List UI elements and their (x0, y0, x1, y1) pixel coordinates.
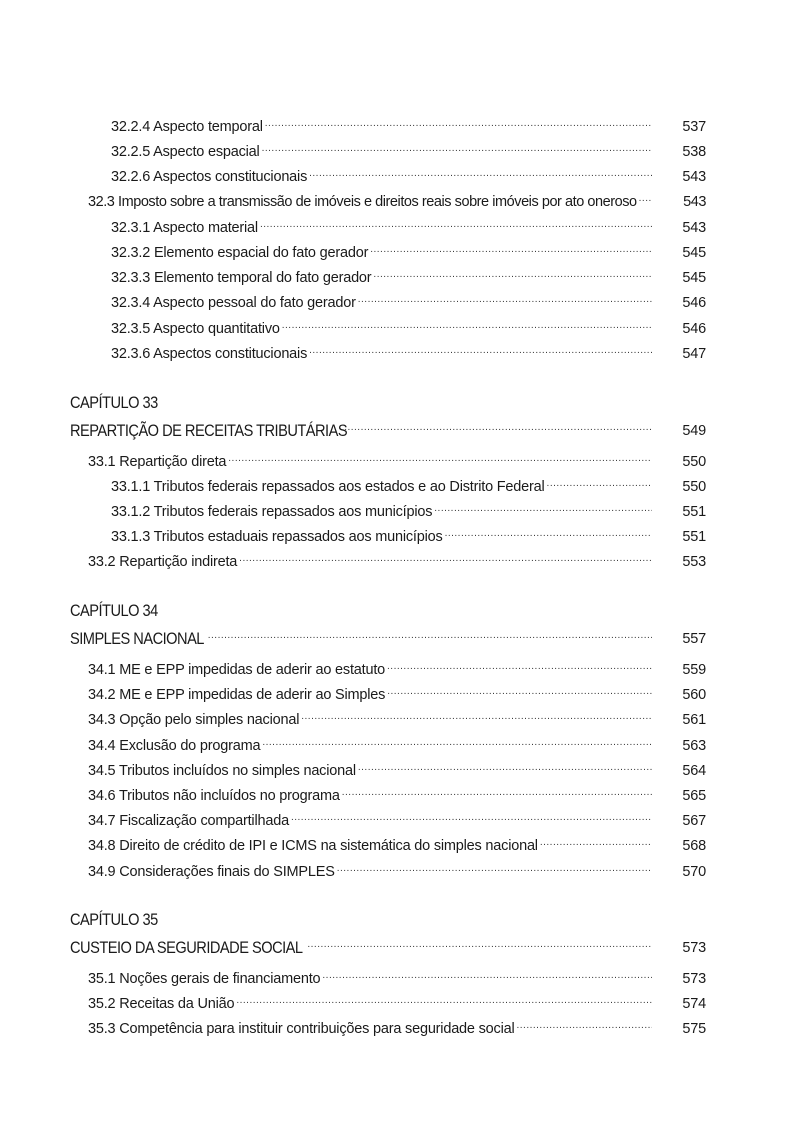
toc-entry-page: 560 (682, 687, 706, 703)
dot-leader (639, 190, 652, 208)
dot-leader (387, 683, 652, 701)
toc-entry-text: 32.3 Imposto sobre a transmissão de imóveis e direitos reais sobre imóveis por ato oneroso (88, 194, 637, 210)
toc-entry[interactable] (111, 474, 706, 496)
dot-leader (322, 967, 652, 985)
dot-leader (307, 936, 652, 954)
chapter-page: 549 (682, 423, 706, 439)
toc-entry-page: 545 (682, 270, 706, 286)
dot-leader (309, 165, 652, 183)
toc-entry[interactable] (88, 783, 706, 805)
toc-entry-text: 32.2.6 Aspectos constitucionais (111, 169, 308, 185)
toc-entry-page: 568 (682, 838, 706, 854)
dot-leader (262, 140, 652, 158)
toc-entry-page: 570 (682, 864, 706, 880)
toc-entry-text: 35.3 Competência para instituir contribuições para seguridade social (88, 1021, 515, 1037)
toc-entry-page: 547 (682, 346, 706, 362)
toc-entry[interactable] (111, 499, 706, 521)
dot-leader (301, 708, 652, 726)
chapter-label: CAPÍTULO 35 (70, 910, 158, 929)
toc-entry-text: 34.3 Opção pelo simples nacional (88, 712, 300, 728)
toc-entry-text: 32.2.5 Aspecto espacial (111, 144, 260, 160)
toc-entry-page: 575 (682, 1021, 706, 1037)
toc-entry-text: 34.6 Tributos não incluídos no programa (88, 788, 340, 804)
toc-entry-text: 32.2.4 Aspecto temporal (111, 119, 263, 135)
toc-entry-page: 573 (682, 971, 706, 987)
toc-entry-page: 561 (682, 712, 706, 728)
chapter-label: CAPÍTULO 34 (70, 601, 158, 620)
toc-entry-page: 546 (682, 295, 706, 311)
dot-leader (262, 734, 652, 752)
toc-entry[interactable] (88, 549, 706, 571)
toc-entry[interactable] (111, 341, 706, 363)
toc-entry-text: 32.3.3 Elemento temporal do fato gerador (111, 270, 372, 286)
toc-entry[interactable] (111, 114, 706, 136)
dot-leader (344, 419, 652, 437)
dot-leader (337, 860, 652, 878)
toc-entry[interactable] (88, 833, 706, 855)
toc-entry-page: 553 (682, 554, 706, 570)
dot-leader (282, 317, 652, 335)
toc-entry[interactable] (111, 139, 706, 161)
toc-entry-page: 559 (682, 662, 706, 678)
toc-entry[interactable] (111, 215, 706, 237)
toc-entry-text: 34.8 Direito de crédito de IPI e ICMS na sistemática do simples nacional (88, 838, 538, 854)
dot-leader (228, 450, 652, 468)
chapter-title: SIMPLES NACIONAL (70, 629, 204, 648)
dot-leader (373, 266, 652, 284)
dot-leader (358, 291, 652, 309)
toc-entry-text: 32.3.6 Aspectos constitucionais (111, 346, 308, 362)
toc-entry[interactable] (88, 189, 706, 211)
toc-entry[interactable] (111, 524, 706, 546)
toc-entry[interactable] (88, 449, 706, 471)
dot-leader (239, 550, 652, 568)
dot-leader (547, 475, 652, 493)
toc-entry-text: 32.3.4 Aspecto pessoal do fato gerador (111, 295, 356, 311)
toc-entry[interactable] (111, 240, 706, 262)
dot-leader (434, 500, 652, 518)
toc-entry[interactable] (88, 707, 706, 729)
toc-entry[interactable] (88, 966, 706, 988)
dot-leader (309, 342, 652, 360)
toc-entry[interactable] (88, 859, 706, 881)
dot-leader (291, 809, 652, 827)
toc-entry[interactable] (88, 1016, 706, 1038)
dot-leader (265, 115, 652, 133)
toc-entry-page: 545 (682, 245, 706, 261)
chapter-title-entry[interactable] (70, 418, 706, 440)
dot-leader (342, 784, 652, 802)
toc-entry-text: 33.1 Repartição direta (88, 454, 227, 470)
toc-entry-text: 34.1 ME e EPP impedidas de aderir ao estatuto (88, 662, 386, 678)
toc-entry[interactable] (111, 164, 706, 186)
chapter-page: 573 (682, 940, 706, 956)
toc-entry[interactable] (88, 991, 706, 1013)
dot-leader (208, 627, 652, 645)
dot-leader (516, 1017, 652, 1035)
dot-leader (387, 658, 652, 676)
toc-entry-text: 35.1 Noções gerais de financiamento (88, 971, 321, 987)
dot-leader (236, 992, 652, 1010)
toc-entry-text: 34.5 Tributos incluídos no simples nacional (88, 763, 356, 779)
dot-leader (260, 216, 652, 234)
toc-entry-text: 33.1.1 Tributos federais repassados aos estados e ao Distrito Federal (111, 479, 545, 495)
toc-entry-text: 34.9 Considerações finais do SIMPLES (88, 864, 335, 880)
toc-entry-page: 565 (682, 788, 706, 804)
toc-entry-text: 34.7 Fiscalização compartilhada (88, 813, 289, 829)
toc-entry-page: 563 (682, 738, 706, 754)
toc-entry[interactable] (88, 758, 706, 780)
chapter-title-entry[interactable] (70, 935, 706, 957)
toc-entry[interactable] (111, 290, 706, 312)
toc-entry-text: 32.3.1 Aspecto material (111, 220, 258, 236)
toc-entry[interactable] (111, 316, 706, 338)
toc-entry-page: 574 (682, 996, 706, 1012)
toc-entry-text: 33.2 Repartição indireta (88, 554, 238, 570)
dot-leader (445, 525, 652, 543)
toc-entry-text: 35.2 Receitas da União (88, 996, 235, 1012)
toc-entry-page: 546 (682, 321, 706, 337)
chapter-title: CUSTEIO DA SEGURIDADE SOCIAL (70, 938, 303, 957)
chapter-page: 557 (682, 631, 706, 647)
dot-leader (370, 241, 652, 259)
chapter-title: REPARTIÇÃO DE RECEITAS TRIBUTÁRIAS (70, 421, 348, 440)
toc-entry[interactable] (111, 265, 706, 287)
toc-entry-text: 34.2 ME e EPP impedidas de aderir ao Simples (88, 687, 386, 703)
toc-entry-text: 32.3.2 Elemento espacial do fato gerador (111, 245, 369, 261)
toc-entry[interactable] (88, 808, 706, 830)
toc-entry[interactable] (88, 657, 706, 679)
dot-leader (358, 759, 652, 777)
toc-entry-page: 543 (683, 194, 706, 210)
toc-entry-page: 550 (682, 479, 706, 495)
dot-leader (540, 834, 652, 852)
toc-entry-page: 550 (682, 454, 706, 470)
toc-entry[interactable] (88, 733, 706, 755)
chapter-title-entry[interactable] (70, 626, 706, 648)
toc-entry-page: 567 (682, 813, 706, 829)
toc-entry-text: 33.1.3 Tributos estaduais repassados aos municípios (111, 529, 443, 545)
toc-entry-page: 537 (682, 119, 706, 135)
toc-entry[interactable] (88, 682, 706, 704)
toc-entry-text: 33.1.2 Tributos federais repassados aos municípios (111, 504, 433, 520)
toc-entry-page: 564 (682, 763, 706, 779)
toc-entry-text: 32.3.5 Aspecto quantitativo (111, 321, 280, 337)
chapter-label: CAPÍTULO 33 (70, 393, 158, 412)
toc-entry-page: 538 (682, 144, 706, 160)
toc-entry-page: 543 (682, 169, 706, 185)
toc-entry-text: 34.4 Exclusão do programa (88, 738, 261, 754)
toc-entry-page: 551 (682, 504, 706, 520)
toc-entry-page: 543 (682, 220, 706, 236)
toc-entry-page: 551 (682, 529, 706, 545)
